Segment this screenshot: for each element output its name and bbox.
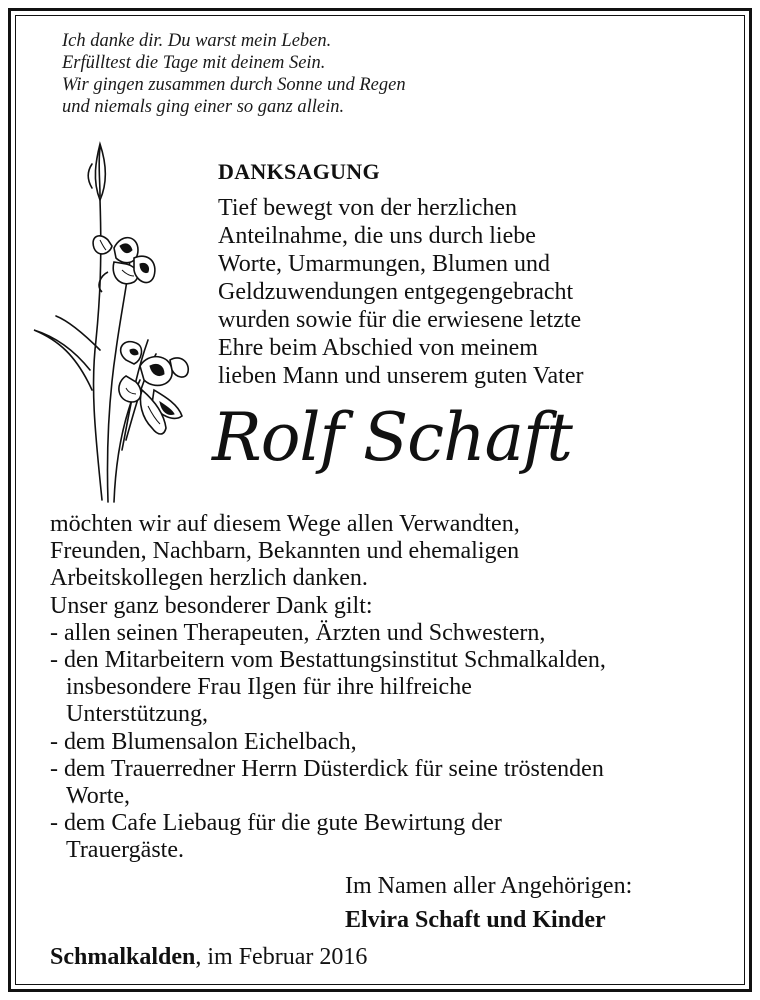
poem-line: und niemals ging einer so ganz allein.: [62, 97, 345, 117]
body-line: Unterstützung,: [66, 701, 208, 728]
poem-line: Wir gingen zusammen durch Sonne und Regen: [62, 75, 406, 95]
poem: [62, 30, 406, 118]
body-line: - den Mitarbeitern vom Bestattungsinstitut Schmalkalden,: [50, 647, 606, 674]
iris-flower-icon: [30, 140, 210, 505]
body-line: Worte,: [66, 783, 131, 810]
footer: [50, 944, 367, 971]
body-line: - dem Cafe Liebaug für die gute Bewirtung der: [50, 810, 502, 837]
intro-line: Geldzuwendungen entgegengebracht: [218, 279, 574, 305]
body-line: Trauergäste.: [66, 837, 184, 864]
poem-line: Erfülltest die Tage mit deinem Sein.: [62, 53, 326, 73]
deceased-name: Rolf Schaft: [212, 399, 572, 476]
signature: [345, 869, 632, 937]
body-line: Unser ganz besonderer Dank gilt:: [50, 592, 373, 619]
body-line: - allen seinen Therapeuten, Ärzten und Schwestern,: [50, 619, 546, 646]
poem-line: Ich danke dir. Du warst mein Leben.: [62, 31, 332, 51]
body-line: Arbeitskollegen herzlich danken.: [50, 565, 368, 592]
signature-line: Im Namen aller Angehörigen:: [345, 873, 633, 899]
body-line: insbesondere Frau Ilgen für ihre hilfreiche: [66, 674, 472, 701]
body-line: möchten wir auf diesem Wege allen Verwandten,: [50, 511, 520, 537]
signature-names: Elvira Schaft und Kinder: [345, 907, 606, 933]
intro-paragraph: [218, 194, 583, 390]
body-line: - dem Blumensalon Eichelbach,: [50, 728, 357, 755]
heading-danksagung: DANKSAGUNG: [218, 159, 380, 184]
intro-line: wurden sowie für die erwiesene letzte: [218, 307, 582, 333]
intro-line: Worte, Umarmungen, Blumen und: [218, 251, 551, 277]
footer-place: Schmalkalden: [50, 944, 196, 970]
intro-line: Tief bewegt von der herzlichen: [218, 195, 518, 221]
intro-line: Anteilnahme, die uns durch liebe: [218, 223, 536, 249]
footer-date: , im Februar 2016: [195, 944, 368, 970]
intro-line: lieben Mann und unserem guten Vater: [218, 363, 584, 389]
intro-line: Ehre beim Abschied von meinem: [218, 335, 538, 361]
body-line: Freunden, Nachbarn, Bekannten und ehemaligen: [50, 538, 520, 565]
body-line: - dem Trauerredner Herrn Düsterdick für seine tröstenden: [50, 755, 604, 782]
body-paragraph: [50, 511, 606, 865]
